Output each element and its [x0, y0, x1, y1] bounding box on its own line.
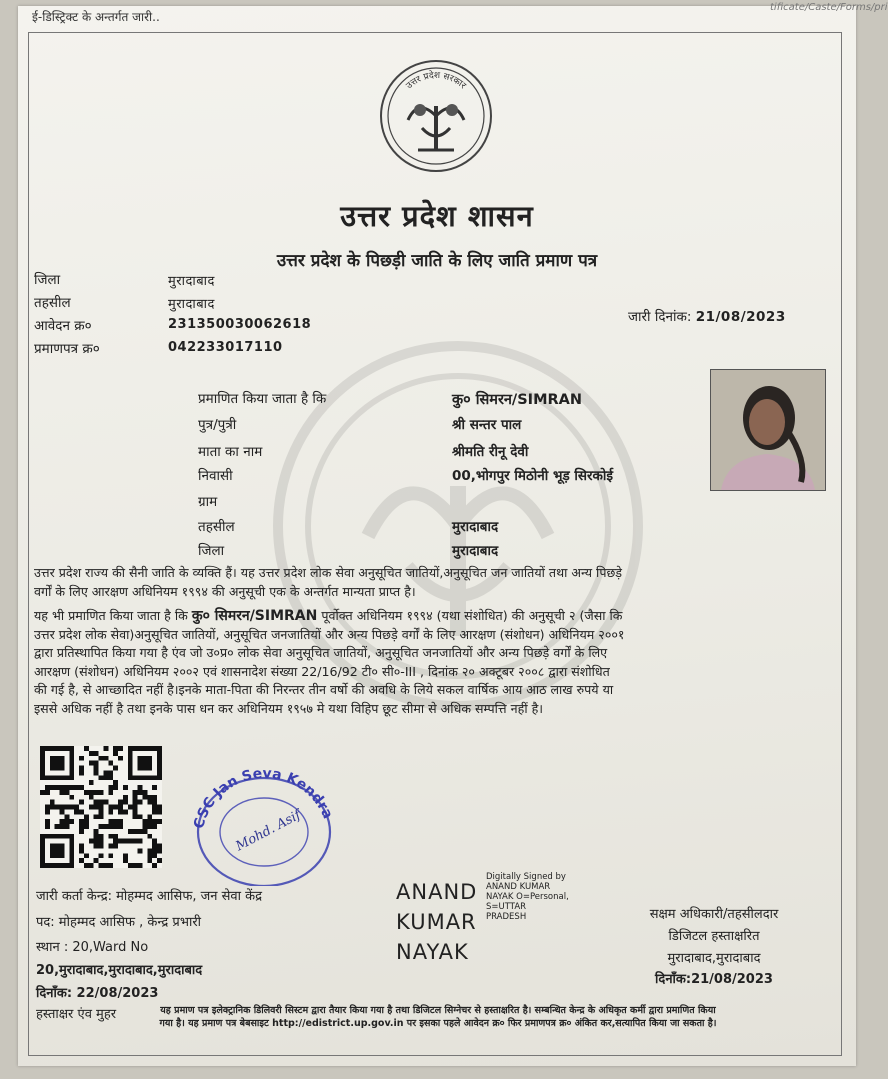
exclusion-line-first — [34, 607, 824, 626]
authority-title: सक्षम अधिकारी/तहसीलदार — [649, 907, 779, 922]
digital-sign-detail: S=UTTAR — [486, 902, 527, 912]
caste-statement-line: वर्गों के लिए आरक्षण अधिनियम १९९४ की अनुसूची एक के अन्तर्गत मान्यता प्राप्त है। — [34, 583, 416, 599]
digital-sign-detail: NAYAK O=Personal, — [486, 892, 569, 902]
digital-sign-name3: NAYAK — [396, 940, 469, 964]
exclusion-line: द्वारा प्रतिस्थापित किया गया है एंव जो उ०प्र० लोक सेवा अनुसूचित जातियों, अनुसूचित जनजातियों और अन्य पिछड़े वर्गों के लिए — [34, 645, 608, 660]
issue-date-value: 21/08/2023 — [695, 309, 786, 325]
field-label-resident: निवासी — [198, 468, 233, 484]
footer-line: यह प्रमाण पत्र इलेक्ट्रानिक डिलिवरी सिस्टम द्वारा तैयार किया गया है तथा डिजिटल सिग्नेचर से हस्ताक्षरित है। सम्बन्धित केन्द्र के अधिकृत कर्मी द्वारा प्रमाणित किया — [160, 1005, 716, 1016]
corner-url: tificate/Caste/Forms/pri — [770, 2, 888, 13]
certificate-number: 042233017110 — [168, 340, 283, 355]
sign-and-seal: हस्ताक्षर एंव मुहर — [36, 1007, 117, 1022]
field-label-certified: प्रमाणित किया जाता है कि — [198, 391, 327, 407]
issuer-place-line2: 20,मुरादाबाद,मुरादाबाद,मुरादाबाद — [36, 963, 203, 978]
tehsil-label: तहसील — [34, 295, 71, 311]
digital-sign-name1: ANAND — [396, 880, 478, 904]
field-label-district: जिला — [198, 543, 225, 559]
footer-line: गया है। यह प्रमाण पत्र बेबसाइट http://edistrict.up.gov.in पर इसका पहले आवेदन क्र० फिर प्रमाणपत्र क्र० अंकित कर,सत्यापित किया जा सकता है। — [159, 1018, 717, 1029]
district-label: जिला — [34, 272, 61, 288]
emblem-text: उत्तर प्रदेश सरकार — [404, 70, 468, 92]
certificate-subtitle: उत्तर प्रदेश के पिछड़ी जाति के लिए जाति प्रमाण पत्र — [276, 251, 598, 271]
issue-date-label: जारी दिनांक: — [628, 309, 692, 325]
issuer-designation: पद: मोहम्मद आसिफ , केन्द्र प्रभारी — [36, 915, 202, 930]
field-label-parent: पुत्र/पुत्री — [198, 417, 237, 433]
digital-sign-details — [486, 872, 569, 922]
field-label-mother: माता का नाम — [198, 444, 263, 460]
authority-place: मुरादाबाद,मुरादाबाद — [667, 951, 761, 966]
issuer-date: दिनाँक: 22/08/2023 — [36, 986, 159, 1001]
issuer-kendra: जारी कर्ता केन्द्र: मोहम्मद आसिफ, जन सेवा केंद्र — [36, 889, 263, 904]
digital-sign-detail: ANAND KUMAR — [486, 882, 551, 892]
field-value-tehsil: मुरादाबाद — [452, 519, 499, 535]
up-emblem-icon — [378, 58, 494, 174]
digital-sign-name2: KUMAR — [396, 910, 477, 934]
field-value-district: मुरादाबाद — [452, 543, 499, 559]
exclusion-name: कु० सिमरन/SIMRAN — [191, 608, 318, 624]
district-value: मुरादाबाद — [168, 274, 215, 289]
issuer-place: स्थान : 20,Ward No — [36, 940, 149, 955]
exclusion-statement — [34, 607, 824, 718]
caste-statement — [34, 564, 824, 601]
field-value-mother: श्रीमति रीनू देवी — [452, 444, 529, 460]
certificate-sheet — [18, 2, 888, 1066]
svg-text:उत्तर प्रदेश सरकार — [405, 69, 468, 91]
stamp-signature: Mohd. Asif — [233, 807, 304, 855]
exclusion-prefix: यह भी प्रमाणित किया जाता है कि — [34, 608, 188, 623]
stamp-ring-text: CSC Jan Seva Kendra — [191, 766, 336, 831]
certificate-label: प्रमाणपत्र क्र० — [34, 341, 100, 357]
authority-digital-sign: डिजिटल हस्ताक्षरित — [668, 929, 760, 944]
application-label: आवेदन क्र० — [34, 318, 92, 334]
digital-sign-detail: Digitally Signed by — [486, 872, 566, 882]
edistrict-note: ई-डिस्ट्रिक्ट के अन्तर्गत जारी.. — [32, 10, 160, 24]
exclusion-suffix: पूर्वोक्त अधिनियम १९९४ (यथा संशोधित) की अनुसूची २ (जैसा कि — [321, 608, 623, 623]
qr-code — [40, 746, 162, 868]
field-value-address: 00,भोगपुर मिठोनी भूड़ सिरकोई — [452, 468, 614, 484]
page-title: उत्तर प्रदेश शासन — [340, 199, 534, 233]
applicant-photo — [710, 369, 826, 491]
field-label-tehsil: तहसील — [198, 519, 235, 535]
exclusion-line: उत्तर प्रदेश लोक सेवा)अनुसूचित जातियों, अनुसूचित जनजातियों और अन्य पिछड़े वर्गों के लिए आरक्षण (संशोधन) अधिनियम २००१ — [34, 626, 625, 642]
exclusion-line: आरक्षण (संशोधन) अधिनियम २००२ एवं शासनादेश संख्या 22/16/92 टी० सी०-III , दिनांक २० अक्टूबर २००८ द्वारा संशोधित — [34, 663, 610, 679]
caste-statement-line: उत्तर प्रदेश राज्य की सैनी जाति के व्यक्ति हैं। यह उत्तर प्रदेश लोक सेवा अनुसूचित जातियों,अनुसूचित जन जातियों तथा अन्य पिछड़े — [34, 565, 623, 580]
application-number: 231350030062618 — [168, 317, 312, 332]
field-label-village: ग्राम — [198, 494, 218, 510]
authority-date: दिनाँक:21/08/2023 — [655, 972, 773, 987]
issue-date — [628, 307, 786, 325]
footer-note — [58, 1004, 818, 1030]
exclusion-line: इससे अधिक नहीं है तथा इनके पास धन कर अधिनियम १९५७ मे यथा विहिप छूट सीमा से अधिक सम्पत्ति नहीं है। — [34, 700, 544, 716]
field-value-father: श्री सन्तर पाल — [452, 417, 522, 433]
field-value-name: कु० सिमरन/SIMRAN — [452, 392, 583, 408]
csc-stamp — [178, 766, 338, 886]
digital-sign-detail: PRADESH — [486, 912, 527, 922]
tehsil-value: मुरादाबाद — [168, 297, 215, 312]
exclusion-line: की गई है, से आच्छादित नहीं है।इनके माता-पिता की निरन्तर तीन वर्षो की अवधि के लिये सकल वार्षिक आय आठ लाख रुपये या — [34, 682, 614, 697]
